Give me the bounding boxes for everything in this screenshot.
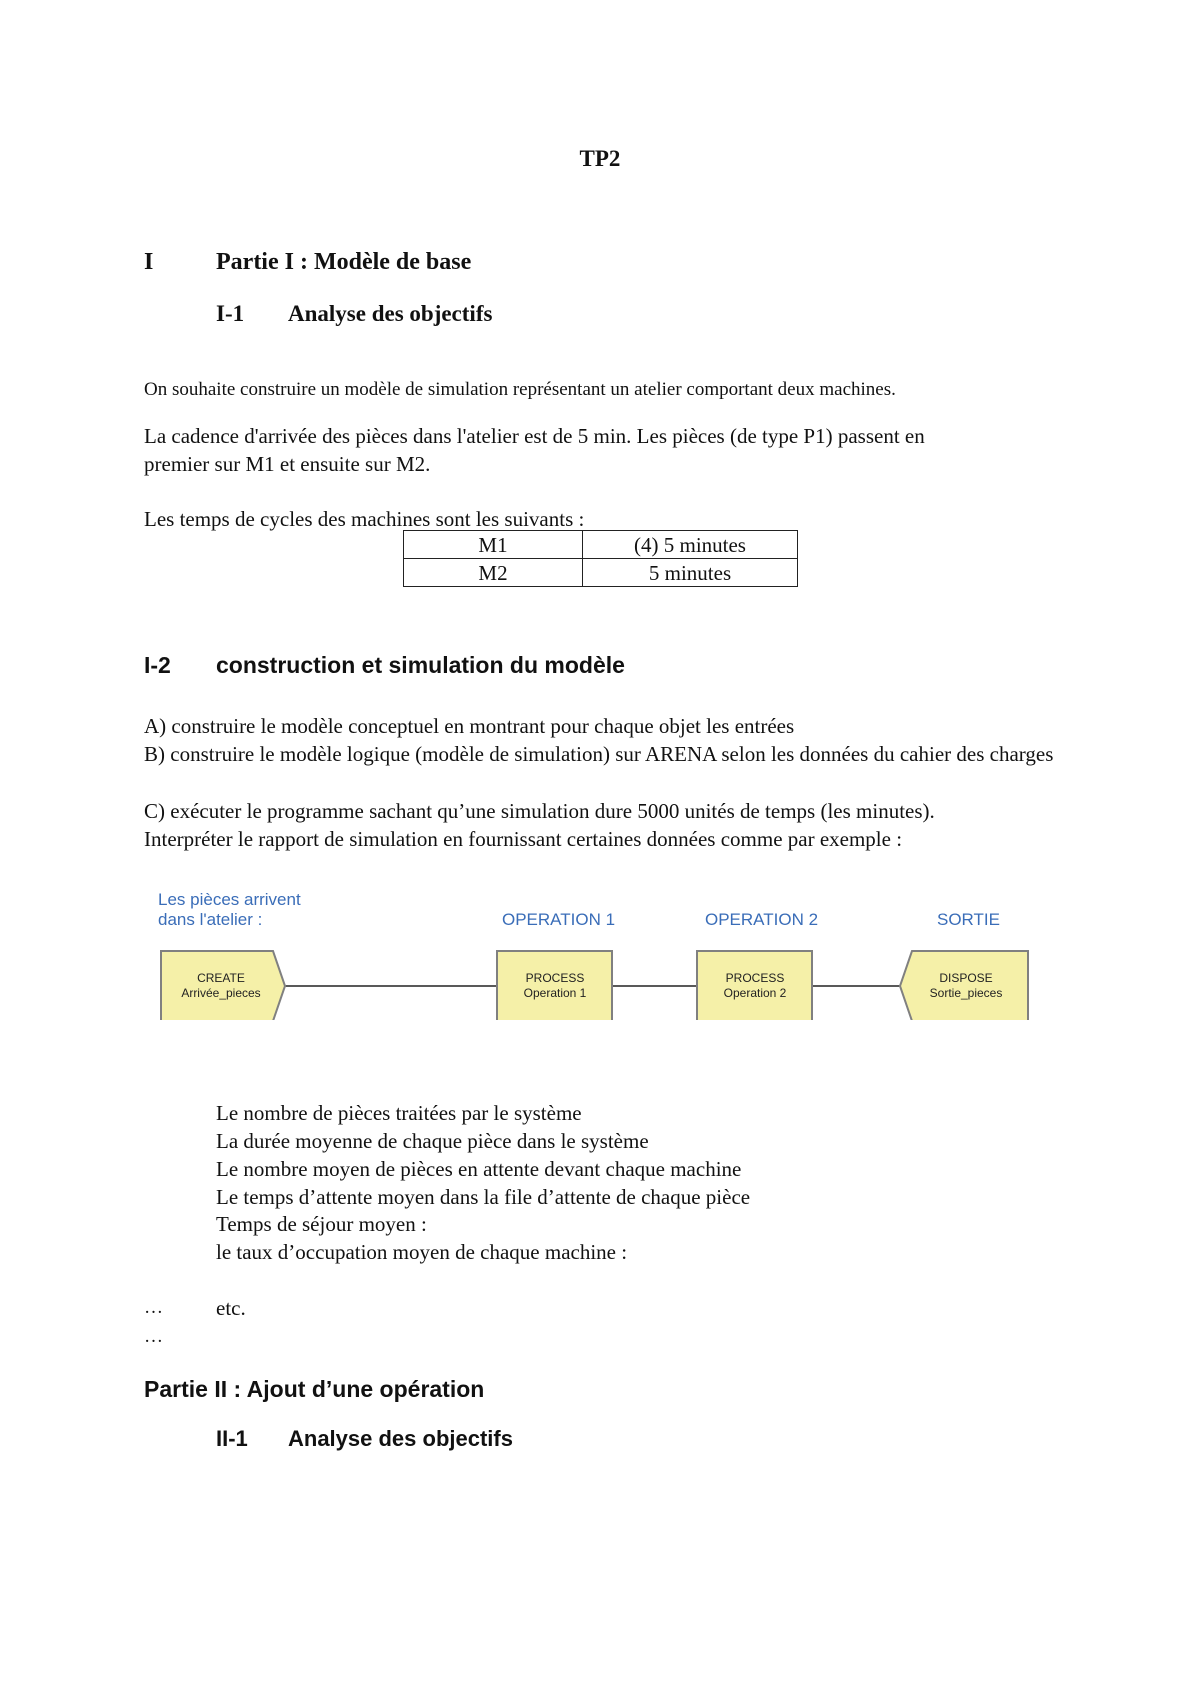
report-item: Temps de séjour moyen : [216,1212,427,1236]
process-2-name: Operation 2 [723,986,787,1000]
cadence-line-2: premier sur M1 et ensuite sur M2. [144,452,431,476]
intro-text: On souhaite construire un modèle de simulation représentant un atelier comportant deux machines. [144,379,896,400]
ellipsis-bullet: … [144,1326,163,1347]
report-item: La durée moyenne de chaque pièce dans le système [216,1129,649,1153]
report-item: Le nombre de pièces traitées par le système [216,1101,582,1125]
section-2-1-title: Analyse des objectifs [288,1426,513,1451]
process-2-type: PROCESS [725,971,785,985]
table-row [404,531,798,559]
diagram-arrival-label-1: Les pièces arrivent [158,890,301,909]
diagram-op2-label: OPERATION 2 [705,910,819,929]
section-2-1-number: II-1 [216,1426,248,1451]
section-1-1-title: Analyse des objectifs [288,301,493,326]
dispose-module [900,951,1028,1020]
create-module-type: CREATE [197,971,245,985]
part1-title: Partie I : Modèle de base [216,249,472,275]
page-title: TP2 [579,146,621,171]
ellipsis-bullet: … [144,1297,163,1318]
cycle-intro: Les temps de cycles des machines sont les suivants : [144,507,585,531]
machine-cell: M1 [404,531,583,559]
section-1-2-title: construction et simulation du modèle [216,652,625,678]
section-1-2-number: I-2 [144,652,171,678]
item-c: C) exécuter le programme sachant qu’une simulation dure 5000 unités de temps (les minutes). [144,799,935,823]
dispose-module-name: Sortie_pieces [929,986,1003,1000]
arena-flow-diagram [0,940,1200,1020]
section-1-1-number: I-1 [216,301,245,326]
diagram-op1-label: OPERATION 1 [502,910,616,929]
cadence-line-1: La cadence d'arrivée des pièces dans l'atelier est de 5 min. Les pièces (de type P1) passent en [144,424,925,448]
report-item: Le nombre moyen de pièces en attente devant chaque machine [216,1157,742,1181]
etc-text: etc. [216,1296,246,1320]
process-1-type: PROCESS [525,971,585,985]
time-cell: (4) 5 minutes [583,531,798,559]
create-module-name: Arrivée_pieces [181,986,261,1000]
diagram-exit-label: SORTIE [937,910,1000,929]
dispose-module-type: DISPOSE [939,971,993,985]
part2-title: Partie II : Ajout d’une opération [144,1376,485,1402]
machine-cell: M2 [404,559,583,587]
cycle-times-table [403,530,798,587]
process-module-2 [697,951,812,1020]
process-module-1 [497,951,612,1020]
part1-number: I [144,249,154,275]
process-1-name: Operation 1 [523,986,587,1000]
item-a: A) construire le modèle conceptuel en montrant pour chaque objet les entrées [144,714,795,738]
create-module [161,951,285,1020]
interpret-text: Interpréter le rapport de simulation en fournissant certaines données comme par exemple : [144,827,903,851]
report-item: Le temps d’attente moyen dans la file d’attente de chaque pièce [216,1185,751,1209]
time-cell: 5 minutes [583,559,798,587]
report-item: le taux d’occupation moyen de chaque machine : [216,1240,628,1264]
item-b: B) construire le modèle logique (modèle de simulation) sur ARENA selon les données du cahier des charges [144,742,1054,766]
diagram-arrival-label-2: dans l'atelier : [158,910,263,929]
table-row [404,559,798,587]
